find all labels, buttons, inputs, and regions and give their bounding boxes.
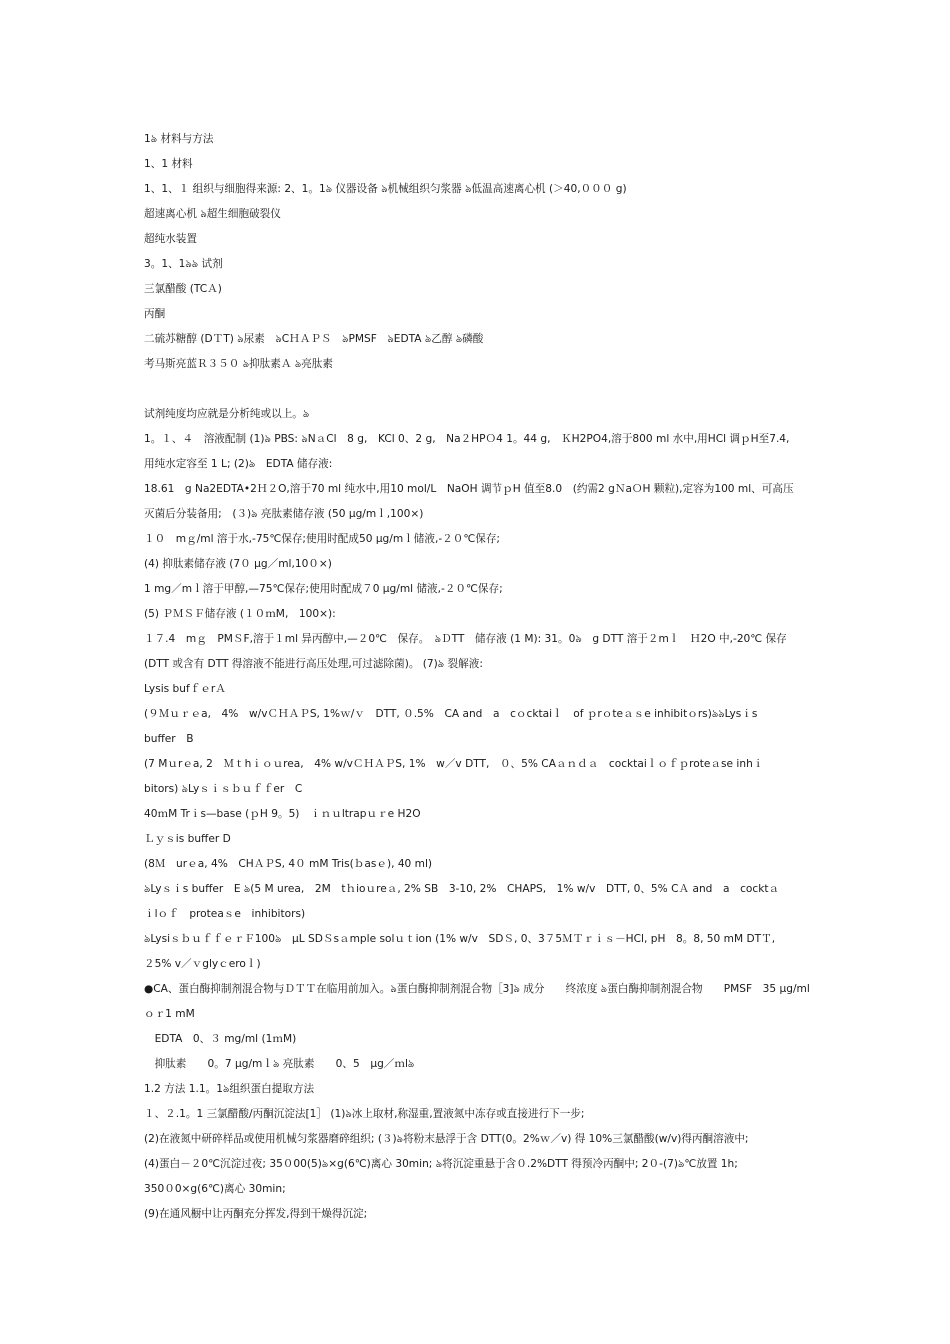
text-line: 40ｍM Trｉs—base (ｐH 9。5) ｉｎｕltrapｕｒe H2O [144,808,421,820]
text-line: 用纯水定容至 1 L; (2)ঌ EDTA 储存液: [144,458,333,470]
text-line: 18.61 g Na2EDTA•2Ｈ２O,溶于70 ml 纯水中,用10 mol/L NaOH 调节ｐH 值至8.0 (约需2 gＮaＯH 颗粒),定容为100 ml、可高压 [144,483,794,495]
text-line: EDTA 0、３ mg/ml (1ｍM) [144,1033,297,1045]
text-line: 1 mg／mｌ溶于甲醇,—75℃保存;使用时配成７0 μg/ml 储液,-２０℃保存; [144,583,503,595]
text-line: 抑肽素 0。7 μg/mｌঌ 亮肽素 0、5 μg／ｍlঌ [144,1058,415,1070]
text-line: (9)在通风橱中让丙酮充分挥发,得到干燥得沉淀; [144,1208,368,1220]
text-line: ２5% v／ｖglyｃeroｌ) [144,958,261,970]
text-line: ঌLyｓｉs buffer E ঌ(5 M urea, 2M tｈioｕreａ, 2% SB 3-10, 2% CHAPS, 1% w/v DTT, 0、5% CＡ and a cocktａ [144,883,780,895]
text-line: 二硫苏糖醇 (DＴT) ঌ尿素 ঌCＨＡＰＳ ঌPMSF ঌEDTA ঌ乙醇 ঌ磷酸 [144,333,484,345]
text-line: (2)在液氮中研碎样品或使用机械匀浆器磨碎组织; (３)ঌ将粉末悬浮于含 DTT(0。2%ｗ／v) 得 10%三氯醋酸(w/v)得丙酮溶液中; [144,1133,749,1145]
text-line: bitors) ঌLyｓｉｓｂｕｆｆer C [144,783,303,795]
text-line: 1、1、１ 组织与细胞得来源: 2、1。1ঌ 仪器设备 ঌ机械组织匀浆器 ঌ低温高速离心机 (＞40,０００ g) [144,183,627,195]
blank-line [144,377,816,402]
text-line: 1ঌ 材料与方法 [144,133,214,145]
text-line: (DTT 或含有 DTT 得溶液不能进行高压处理,可过滤除菌)。 (7)ঌ 裂解液: [144,658,483,670]
text-line: (5) ＰＭＳＦ储存液 (１０ｍM, 100×): [144,608,336,620]
text-line: 超纯水装置 [144,233,197,245]
text-line: (９Ｍｕｒｅa, 4% w/vＣＨＡＰS, 1%ｗ/ｖ DTT, ０.5% CA and a cｏcktaiｌ of ｐrｏteａｓe inhibitｏrs)ঌঌLysｉs [144,708,758,720]
text-line: 灭菌后分装备用; (３)ঌ 亮肽素储存液 (50 μg/mｌ,100×) [144,508,424,520]
text-line: ｉlｏｆ proteaｓe inhibitors) [144,908,306,920]
text-line: (4)蛋白－２0℃沉淀过夜; 35０00(5)ঌ×g(6℃)离心 30min; ঌ将沉淀重悬于含０.2%DTT 得预冷丙酮中; 2０-(7)ঌ℃放置 1h; [144,1158,738,1170]
text-line: (7 Mｕrｅa, 2 Ｍｔhｉｏｕrea, 4% w/vＣＨＡＰS, 1% w／v DTT, ０、5% CAａｎｄａ cocktaiｌｏｆｐroteａse inhｉ [144,758,764,770]
text-line: buffer B [144,733,194,745]
text-line: 1、1 材料 [144,158,193,170]
text-line: 1.2 方法 1.1。1ঌ组织蛋白提取方法 [144,1083,315,1095]
text-line: 超速离心机 ঌ超生细胞破裂仪 [144,208,281,220]
text-line: ঌLysiｓｂｕｆｆｅｒＦ100ঌ μL SDＳsａmple solｕｔion (1% w/v SDＳ, 0、3７5ＭＴｒｉｓ－HCl, pH 8。8, 50 mM DTＴ, [144,933,776,945]
text-line: １、２.1。1 三氯醋酸/丙酮沉淀法[1］ (1)ঌ冰上取材,称湿重,置液氮中冻存或直接进行下一步; [144,1108,585,1120]
text-line: ｏｒ1 mM [144,1008,195,1020]
text-line: 三氯醋酸 (TCＡ) [144,283,222,295]
text-line: １７.4 mｇ PMＳF,溶于１ml 异丙醇中,—２0℃ 保存。 ঌＤTT 储存液 (1 M): 31。0ঌ g DTT 溶于２mｌ Ｈ2O 中,-20℃ 保存 [144,633,787,645]
text-line: 试剂纯度均应就是分析纯或以上。ঌ [144,408,310,420]
text-line: Ｌｙｓis buffer D [144,833,231,845]
text-line: 1。１、４ 溶液配制 (1)ঌ PBS: ঌNａCl 8 g, KCl 0、2 g, Na２HPＯ4 1。44 g, ＫH2PO4,溶于800 ml 水中,用HCl 调ｐH至7.4, [144,433,790,445]
text-line: (8Ｍ urｅa, 4% CHＡＰS, 4０ mM Tris(ｂasｅ), 40 ml) [144,858,433,870]
text-line: 3。1、1ঌঌ 试剂 [144,258,223,270]
text-line: ●CA、蛋白酶抑制剂混合物与ＤＴＴ在临用前加入。ঌ蛋白酶抑制剂混合物［3]ঌ 成分 终浓度 ঌ蛋白酶抑制剂混合物 PMSF 35 μg/ml [144,983,810,995]
text-line: 丙酮 [144,308,166,320]
text-line: 350０0×g(6℃)离心 30min; [144,1183,286,1195]
text-line: Lysis bufｆｅrＡ [144,683,226,695]
text-line: 考马斯亮蓝Ｒ３５０ ঌ抑肽素Ａ ঌ亮肽素 [144,358,333,370]
document-body [144,127,816,1227]
text-line: １０ mｇ/ml 溶于水,-75℃保存;使用时配成50 μg/mｌ储液,-２０℃保存; [144,533,500,545]
text-line: (4) 抑肽素储存液 (7０ μg／ml,10０×) [144,558,332,570]
